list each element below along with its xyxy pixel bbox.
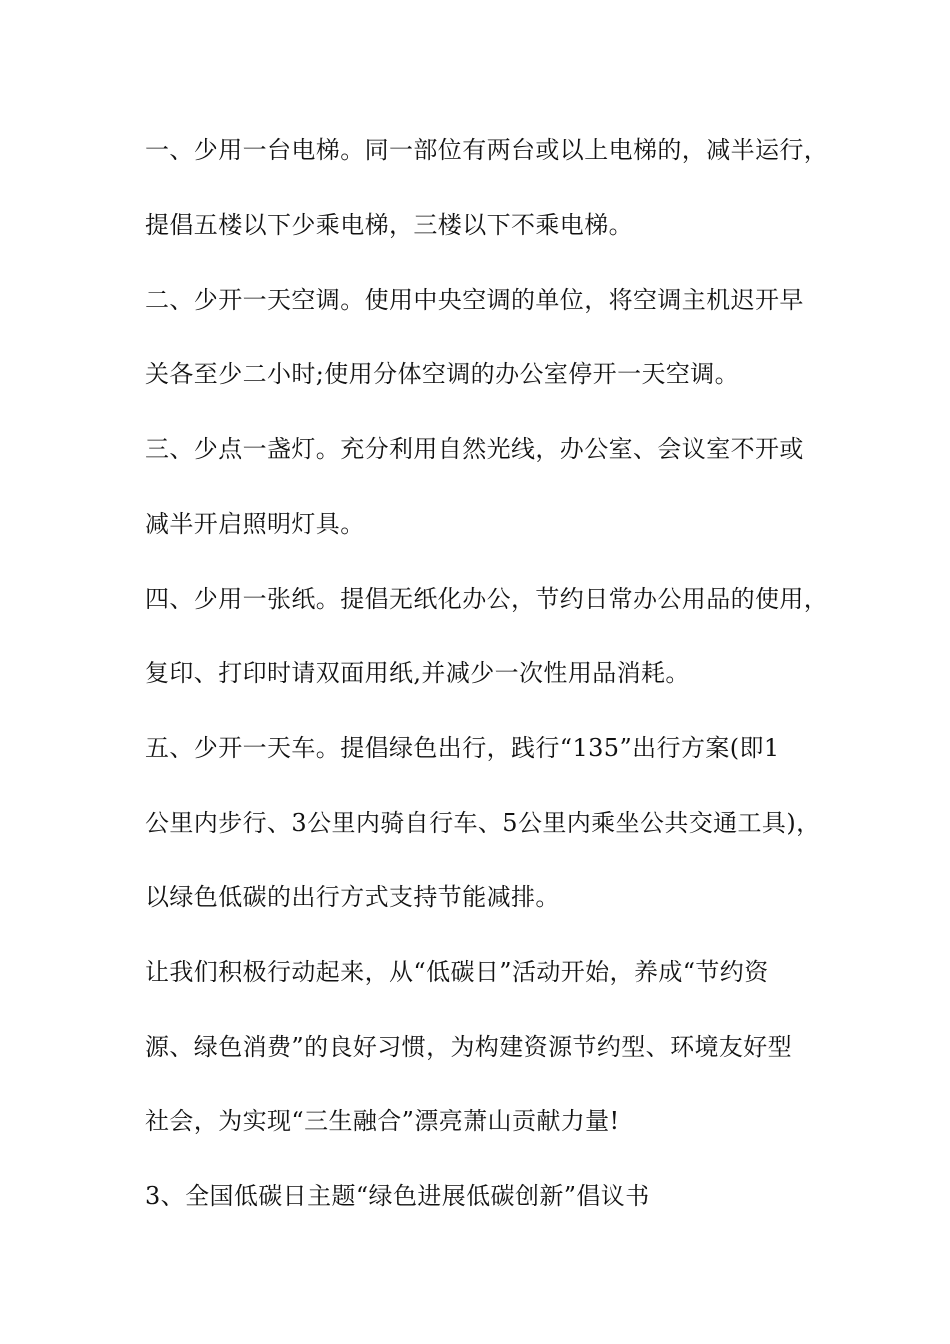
text-line: 以绿色低碳的出行方式支持节能减排。	[145, 883, 560, 911]
text-line: 减半开启照明灯具。	[145, 510, 365, 538]
text-line: 复印、打印时请双面用纸,并减少一次性用品消耗。	[145, 659, 690, 687]
text-line: 四、少用一张纸。提倡无纸化办公，节约日常办公用品的使用，	[145, 585, 829, 613]
text-line: 公里内步行、3公里内骑自行车、5公里内乘坐公共交通工具)，	[145, 809, 821, 837]
text-line: 让我们积极行动起来，从“低碳日”活动开始，养成“节约资	[145, 958, 769, 986]
text-line: 社会，为实现“三生融合”漂亮萧山贡献力量!	[145, 1107, 620, 1135]
text-line: 二、少开一天空调。使用中央空调的单位，将空调主机迟开早	[145, 286, 804, 314]
text-line: 关各至少二小时;使用分体空调的办公室停开一天空调。	[145, 360, 740, 388]
text-line: 源、绿色消费”的良好习惯，为构建资源节约型、环境友好型	[145, 1033, 793, 1061]
text-line: 提倡五楼以下少乘电梯，三楼以下不乘电梯。	[145, 211, 633, 239]
text-line: 一、少用一台电梯。同一部位有两台或以上电梯的，减半运行，	[145, 136, 829, 164]
text-line: 三、少点一盏灯。充分利用自然光线，办公室、会议室不开或	[145, 435, 804, 463]
section-heading: 3、全国低碳日主题“绿色进展低碳创新”倡议书	[145, 1182, 650, 1210]
text-line: 五、少开一天车。提倡绿色出行，践行“135”出行方案(即1	[145, 734, 780, 762]
